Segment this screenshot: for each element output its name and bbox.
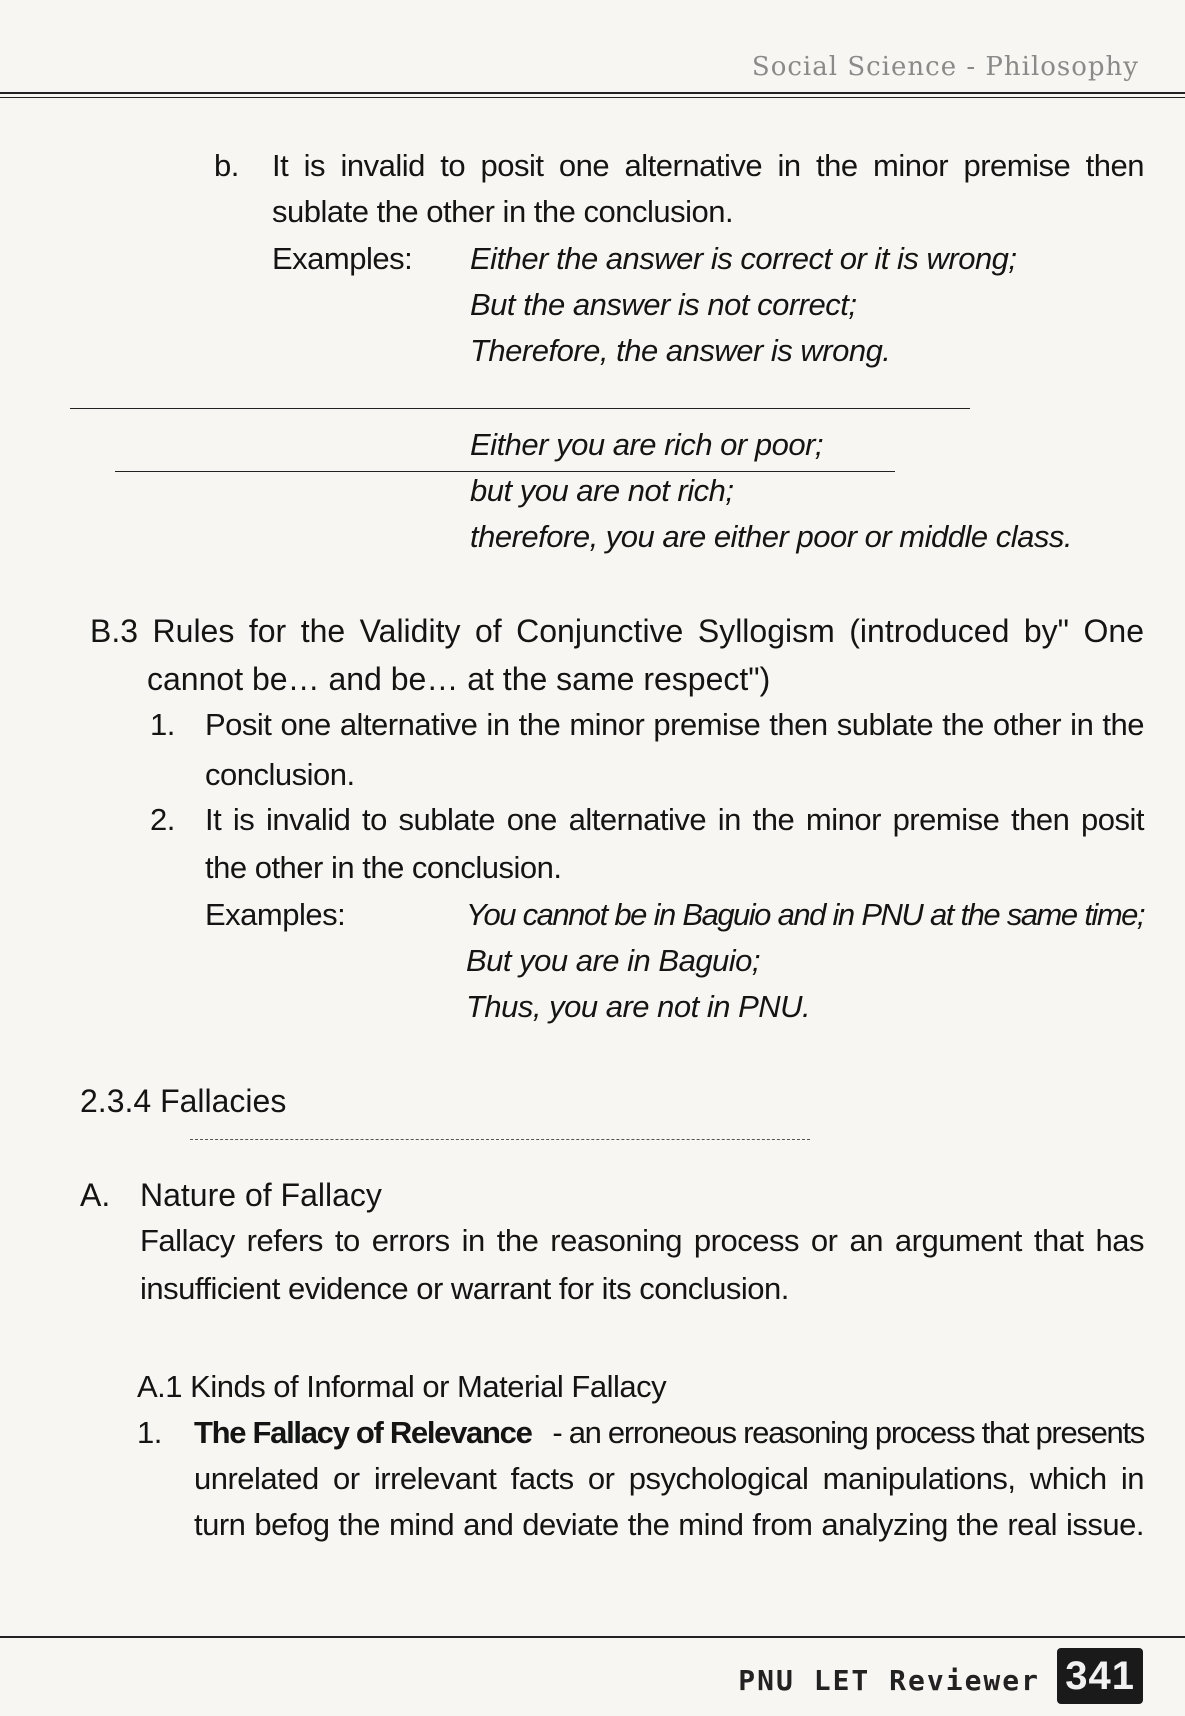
nature-marker: A. bbox=[80, 1177, 111, 1213]
examples-label: Examples: bbox=[272, 241, 413, 276]
kind1-line3: turn befog the mind and deviate the mind from analyzing the real issue. bbox=[194, 1507, 1144, 1542]
rule2-line2: the other in the conclusion. bbox=[205, 850, 562, 885]
kind1-marker: 1. bbox=[137, 1415, 162, 1450]
kind1-term: The Fallacy of Relevance bbox=[194, 1415, 532, 1450]
running-header: Social Science - Philosophy bbox=[751, 52, 1139, 82]
kind1-line2: unrelated or irrelevant facts or psychological manipulations, which in bbox=[194, 1461, 1144, 1496]
example2-line3: therefore, you are either poor or middle class. bbox=[470, 519, 1072, 554]
b3-heading-line2: cannot be… and be… at the same respect") bbox=[147, 661, 771, 697]
item-b-line2: sublate the other in the conclusion. bbox=[272, 194, 734, 229]
nature-title: Nature of Fallacy bbox=[140, 1177, 382, 1213]
footer-rule bbox=[0, 1636, 1185, 1638]
examples-label: Examples: bbox=[205, 897, 346, 932]
kinds-title: A.1 Kinds of Informal or Material Fallacy bbox=[137, 1369, 667, 1404]
conjunctive-example-line2: But you are in Baguio; bbox=[466, 943, 761, 978]
rule1-line1: Posit one alternative in the minor premise then sublate the other in the bbox=[205, 707, 1144, 742]
rule2-line1: It is invalid to sublate one alternative in the minor premise then posit bbox=[205, 802, 1144, 837]
rule2-marker: 2. bbox=[150, 802, 175, 837]
example1-line3: Therefore, the answer is wrong. bbox=[470, 333, 891, 368]
footer-label: PNU LET Reviewer bbox=[738, 1664, 1040, 1697]
divider-line bbox=[70, 408, 970, 409]
conjunctive-example-line1: You cannot be in Baguio and in PNU at the same time; bbox=[466, 897, 1144, 932]
example1-line2: But the answer is not correct; bbox=[470, 287, 857, 322]
section-title: 2.3.4 Fallacies bbox=[80, 1083, 287, 1119]
header-rule bbox=[0, 92, 1185, 94]
b3-heading-line1: B.3 Rules for the Validity of Conjunctive Syllogism (introduced by" One bbox=[90, 613, 1144, 649]
example1-line1: Either the answer is correct or it is wrong; bbox=[470, 241, 1017, 276]
item-b-marker: b. bbox=[214, 148, 239, 183]
kind1-line1 bbox=[194, 1410, 1144, 1456]
fallacy-definition-line2: insufficient evidence or warrant for its conclusion. bbox=[140, 1271, 789, 1306]
divider-line bbox=[190, 1139, 810, 1140]
rule1-line2: conclusion. bbox=[205, 757, 355, 792]
kind1-description: - an erroneous reasoning process that presents bbox=[552, 1415, 1144, 1450]
example2-line2: but you are not rich; bbox=[470, 473, 734, 508]
example2-line1: Either you are rich or poor; bbox=[470, 427, 824, 462]
rule1-marker: 1. bbox=[150, 707, 175, 742]
conjunctive-example-line3: Thus, you are not in PNU. bbox=[466, 989, 811, 1024]
header-rule-secondary bbox=[0, 97, 1185, 98]
item-b-line1: It is invalid to posit one alternative in the minor premise then bbox=[272, 148, 1144, 183]
fallacy-definition-line1: Fallacy refers to errors in the reasoning process or an argument that has bbox=[140, 1223, 1144, 1258]
page-number: 341 bbox=[1057, 1648, 1143, 1704]
